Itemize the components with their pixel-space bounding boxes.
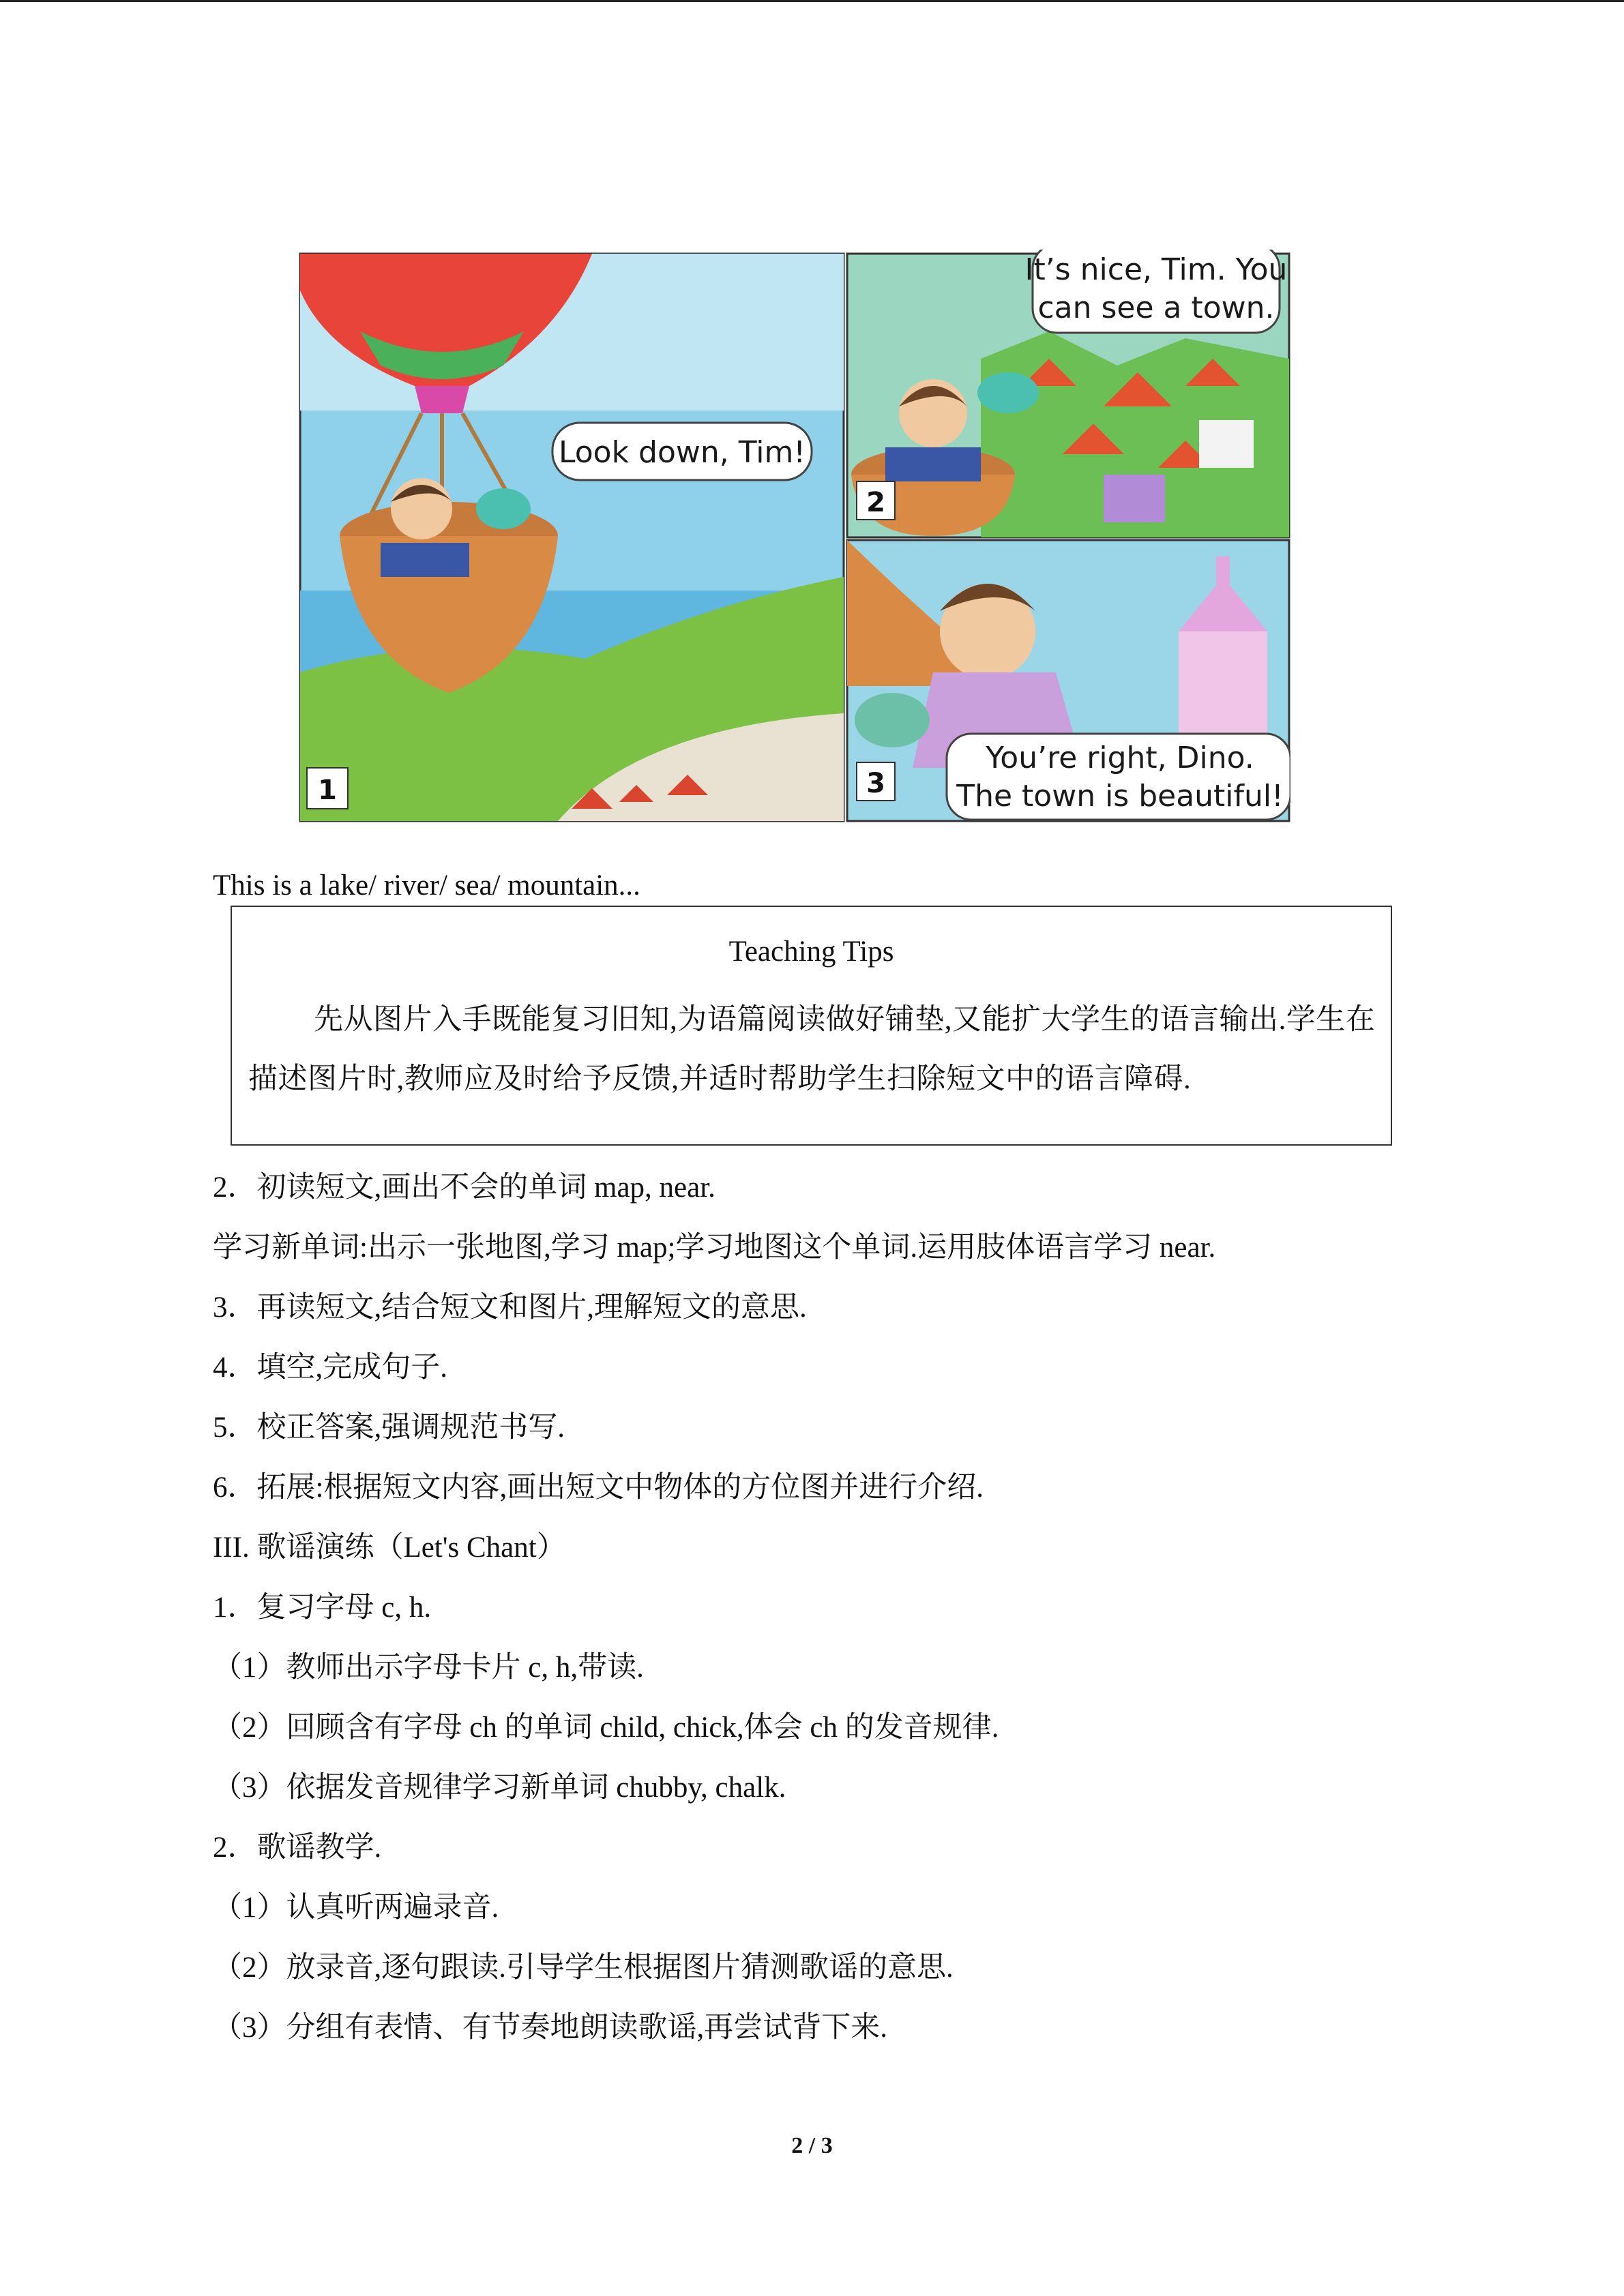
step-2-read: 2．初读短文,画出不会的单词 map, near. xyxy=(213,1172,715,1204)
page-number: 2 / 3 xyxy=(791,2133,833,2158)
chant-step-1-3: （3）依据发音规律学习新单词 chubby, chalk. xyxy=(213,1772,786,1804)
step-3-reread: 3．再读短文,结合短文和图片,理解短文的意思. xyxy=(213,1292,807,1324)
caption: This is a lake/ river/ sea/ mountain... xyxy=(213,869,640,901)
speech-bubble-3 xyxy=(947,734,1290,820)
step-5-check: 5．校正答案,强调规范书写. xyxy=(213,1412,565,1444)
chant-step-2-3: （3）分组有表情、有节奏地朗读歌谣,再尝试背下来. xyxy=(213,2012,887,2044)
panel-number-3: 3 xyxy=(866,768,885,799)
tips-body: 先从图片入手既能复习旧知,为语篇阅读做好铺垫,又能扩大学生的语言输出.学生在描述图片时,教师应及时给予反馈,并适时帮助学生扫除短文中的语言障碍. xyxy=(248,1004,1376,1095)
section-heading-chant: III. 歌谣演练（Let's Chant） xyxy=(213,1532,566,1564)
new-words-line: 学习新单词:出示一张地图,学习 map;学习地图这个单词.运用肢体语言学习 near. xyxy=(213,1232,1216,1264)
top-border xyxy=(0,0,1624,2)
teaching-tips-box xyxy=(231,906,1392,1146)
comic-panel-1 xyxy=(300,254,844,821)
step-6-extend: 6．拓展:根据短文内容,画出短文中物体的方位图并进行介绍. xyxy=(213,1472,984,1504)
svg-text:You’re right, Dino.: You’re right, Dino. xyxy=(986,741,1254,775)
svg-text:It’s nice, Tim. You: It’s nice, Tim. You xyxy=(1024,252,1288,287)
speech-bubble-1 xyxy=(552,423,812,480)
chant-step-1: 1．复习字母 c, h. xyxy=(213,1592,432,1624)
speech-bubble-2 xyxy=(1025,250,1288,333)
svg-text:Look down, Tim!: Look down, Tim! xyxy=(559,435,806,470)
tips-title: Teaching Tips xyxy=(728,936,894,968)
chant-step-1-1: （1）教师出示字母卡片 c, h,带读. xyxy=(213,1652,644,1684)
chant-step-1-2: （2）回顾含有字母 ch 的单词 child, chick,体会 ch 的发音规律. xyxy=(213,1712,999,1744)
svg-text:can see a town.: can see a town. xyxy=(1037,290,1275,325)
comic-illustration xyxy=(299,250,1290,822)
svg-text:The town is beautiful!: The town is beautiful! xyxy=(956,779,1284,814)
panel-number-2: 2 xyxy=(866,487,885,518)
chant-step-2-1: （1）认真听两遍录音. xyxy=(213,1892,499,1924)
panel-number-1: 1 xyxy=(318,775,337,806)
chant-step-2-2: （2）放录音,逐句跟读.引导学生根据图片猜测歌谣的意思. xyxy=(213,1952,954,1984)
step-4-fill: 4．填空,完成句子. xyxy=(213,1352,447,1384)
chant-step-2: 2．歌谣教学. xyxy=(213,1832,382,1864)
